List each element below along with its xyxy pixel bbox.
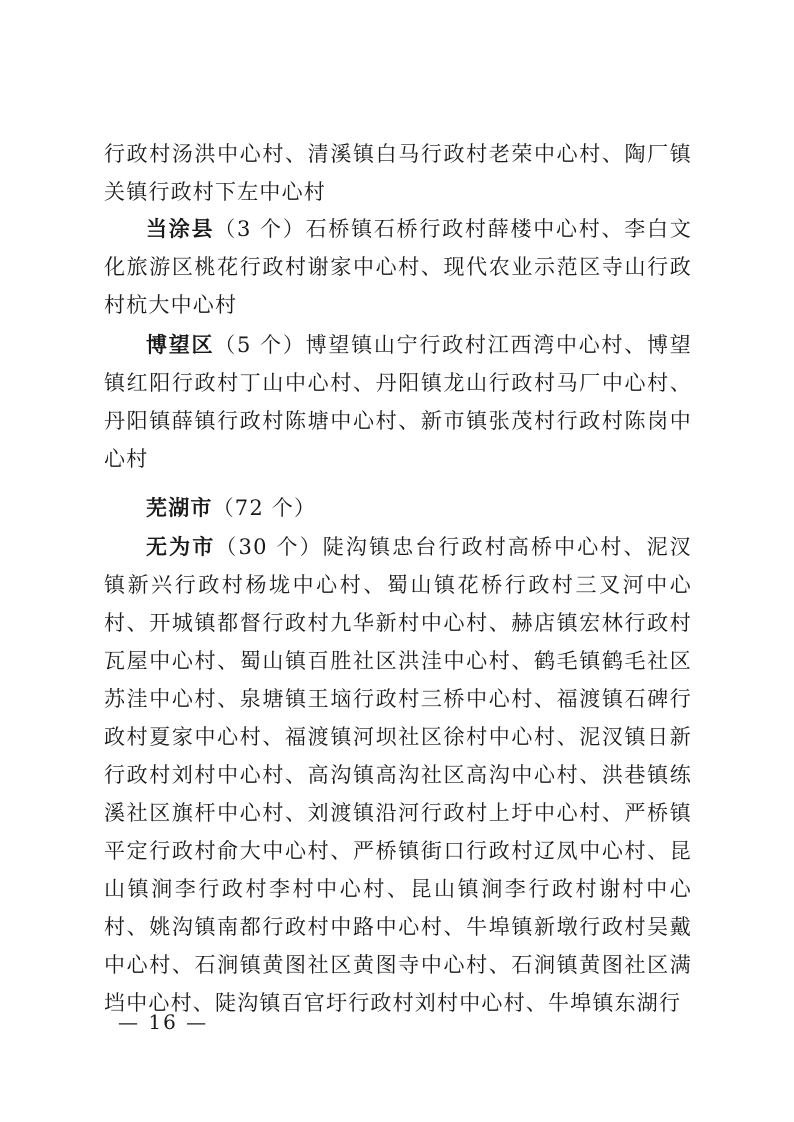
section-heading: 芜湖市 bbox=[146, 495, 213, 520]
section-heading: 无为市 bbox=[146, 534, 216, 559]
paragraph-wuhu-city bbox=[104, 489, 692, 527]
paragraph-wuwei-city bbox=[104, 528, 692, 1022]
item-count: （72 个） bbox=[212, 496, 317, 520]
paragraph-dangtu-county bbox=[104, 210, 692, 324]
section-heading: 当涂县 bbox=[146, 216, 215, 241]
item-count: （3 个） bbox=[214, 217, 306, 241]
paragraph-text: 陡沟镇忠台行政村高桥中心村、泥汊镇新兴行政村杨垅中心村、蜀山镇花桥行政村三叉河中心村、开城镇都督行政村九华新村中心村、赫店镇宏林行政村瓦屋中心村、蜀山镇百胜社区洪洼中心村、鹤毛镇鹤毛社区苏洼中心村、泉塘镇王垴行政村三桥中心村、福渡镇石碑行政村夏家中心村、福渡镇河坝社区徐村中心村、泥汊镇日新行政村刘村中心村、高沟镇高沟社区高沟中心村、洪巷镇练溪社区旗杆中心村、刘渡镇沿河行政村上圩中心村、严桥镇平定行政村俞大中心村、严桥镇街口行政村辽凤中心村、昆山镇涧李行政村李村中心村、昆山镇涧李行政村谢村中心村、姚沟镇南都行政村中路中心村、牛埠镇新墩行政村吴戴中心村、石涧镇黄图社区黄图寺中心村、石涧镇黄图社区满垱中心村、陡沟镇百官圩行政村刘村中心村、牛埠镇东湖行 bbox=[104, 535, 692, 1015]
section-heading: 博望区 bbox=[146, 332, 215, 357]
page-number: — 16 — bbox=[118, 1010, 209, 1034]
paragraph-text: 行政村汤洪中心村、清溪镇白马行政村老荣中心村、陶厂镇关镇行政村下左中心村 bbox=[104, 142, 692, 204]
paragraph-continuation bbox=[104, 135, 692, 211]
paragraph-text: 博望镇山宁行政村江西湾中心村、博望镇红阳行政村丁山中心村、丹阳镇龙山行政村马厂中心村、丹阳镇薛镇行政村陈塘中心村、新市镇张茂村行政村陈岗中心村 bbox=[104, 333, 692, 471]
paragraph-bowang-district bbox=[104, 326, 692, 478]
item-count: （5 个） bbox=[214, 333, 306, 357]
item-count: （30 个） bbox=[215, 535, 323, 559]
paragraph-text: 石桥镇石桥行政村薛楼中心村、李白文化旅游区桃花行政村谢家中心村、现代农业示范区寺山行政村杭大中心村 bbox=[104, 217, 692, 317]
